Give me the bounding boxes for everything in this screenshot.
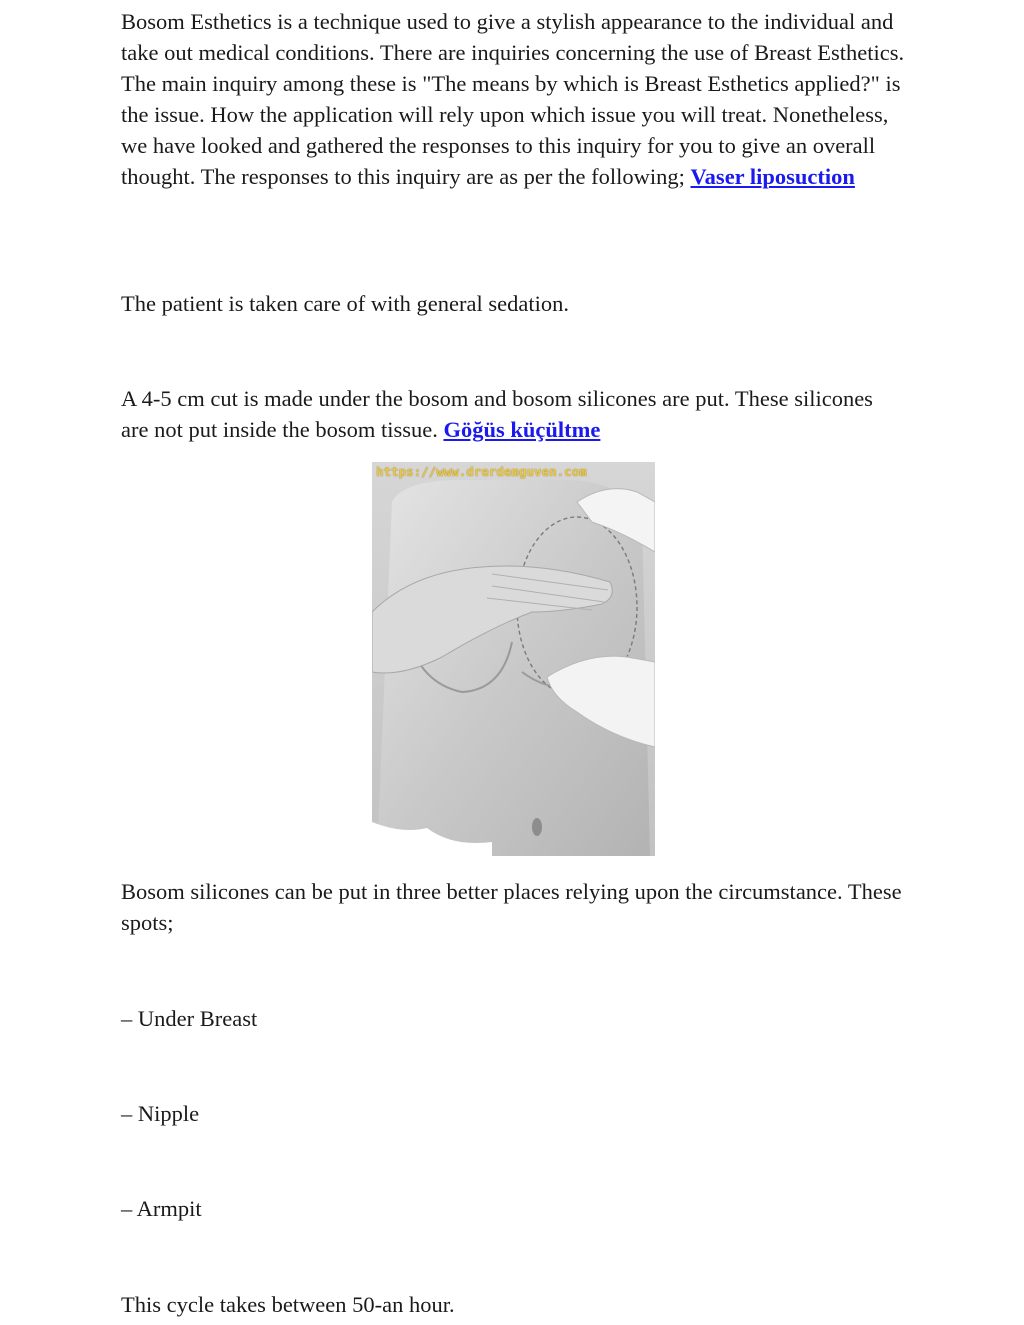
- procedure-illustration: [372, 462, 655, 856]
- intro-paragraph: [121, 6, 911, 192]
- duration-paragraph: This cycle takes between 50-an hour.: [121, 1292, 455, 1317]
- gogus-kucultme-link[interactable]: Göğüs küçültme: [443, 417, 601, 442]
- watermark-text: https://www.drerdemguven.com: [376, 464, 587, 479]
- cut-text: A 4-5 cm cut is made under the bosom and bosom silicones are put. These silicones are not put inside the bosom tissue.: [121, 386, 873, 442]
- intro-text: Bosom Esthetics is a technique used to give a stylish appearance to the individual and take out medical conditions. There are inquiries concerning the use of Breast Esthetics. The main inquiry among these is "The means by which is Breast Esthetics applied?" is the issue. How the application will rely upon which issue you will treat. Nonetheless, we have looked and gathered the responses to this inquiry for you to give an overall thought. The responses to this inquiry are as per the following;: [121, 9, 905, 189]
- breast-procedure-image: [372, 462, 655, 856]
- cut-paragraph: [121, 383, 881, 445]
- sedation-paragraph: The patient is taken care of with general sedation.: [121, 291, 569, 316]
- place-nipple: – Nipple: [121, 1101, 200, 1126]
- places-intro-paragraph: Bosom silicones can be put in three better places relying upon the circumstance. These spots;: [121, 879, 902, 935]
- vaser-liposuction-link[interactable]: Vaser liposuction: [690, 164, 855, 189]
- place-under-breast: – Under Breast: [121, 1006, 258, 1031]
- place-armpit: – Armpit: [121, 1196, 202, 1221]
